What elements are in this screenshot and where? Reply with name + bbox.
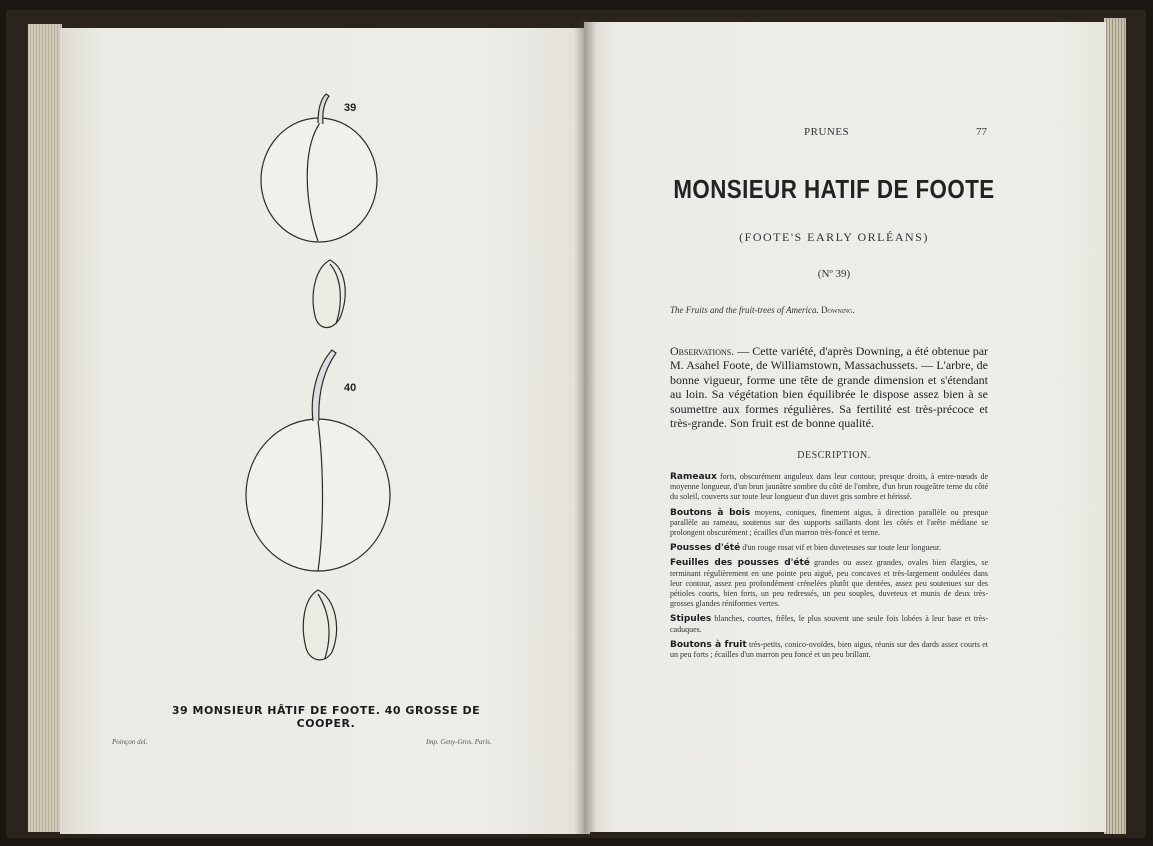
book-gutter: [574, 20, 596, 834]
description-item: [670, 640, 988, 660]
bibliographic-reference: [670, 305, 1050, 315]
description-term: Rameaux: [670, 472, 717, 482]
description-text: moyens, coniques, finement aigus, à direction parallèle ou presque parallèle au rameau, soutenus sur des supports saillants dont les côtés et l'arête médiane se prolongent obscurément ; écailles d'un marron très-foncé et terne.: [670, 507, 988, 538]
description-heading: DESCRIPTION.: [797, 450, 871, 461]
description-item: [670, 614, 988, 634]
description-item: [670, 543, 988, 553]
description-item: [670, 558, 988, 609]
plate-caption: 39 MONSIEUR HÂTIF DE FOOTE. 40 GROSSE DE COOPER.: [171, 704, 481, 730]
running-head: PRUNES: [804, 126, 850, 138]
description-list: [670, 472, 988, 665]
plum-40-drawing: [246, 350, 390, 571]
page-title: MONSIEUR HATIF DE FOOTE: [673, 174, 995, 204]
illustrator-credit: Poinçon del.: [112, 738, 148, 746]
description-term: Stipules: [670, 614, 712, 625]
description-term: Boutons à fruit: [670, 639, 747, 650]
description-text: d'un rouge rosat vif et bien duveteuses sur toute leur longueur.: [742, 543, 942, 553]
pit-40-drawing: [303, 590, 336, 660]
description-text: blanches, courtes, frêles, le plus souvent une seule fois lobées à leur base et très-caduques.: [670, 614, 989, 634]
observations-text: — Cette variété, d'après Downing, a été obtenue par M. Asahel Foote, de Williamstown, Massachussets. — L'arbre, de bonne vigueur, forme une tête de grande dimension et s'étendant au loin. Sa végétation bien équilibrée le dispose assez bien à se soumettre aux formes régulières. Sa fertilité est très-précoce et très-grande. Son fruit est de bonne qualité.: [670, 344, 989, 431]
description-item: [670, 508, 988, 539]
observations-lead: Observations.: [670, 344, 735, 358]
description-term: Boutons à bois: [670, 507, 751, 518]
reference-title: The Fruits and the fruit-trees of America.: [670, 305, 819, 315]
description-item: [670, 472, 988, 503]
page-subtitle: (FOOTE'S EARLY ORLÉANS): [739, 230, 929, 244]
pit-39-drawing: [313, 260, 345, 328]
page-edges-left: [28, 24, 62, 832]
right-page-text: [584, 22, 1106, 832]
left-page-plate: [60, 28, 590, 834]
printer-credit: Imp. Geny-Gros. Paris.: [426, 738, 492, 746]
description-term: Pousses d'été: [670, 543, 741, 554]
figure-number-39: 39: [344, 102, 357, 114]
reference-author: Downing.: [821, 305, 855, 315]
page-edges-right: [1104, 18, 1126, 834]
observations-paragraph: [670, 344, 988, 430]
variety-number: (Nº 39): [817, 268, 851, 280]
description-text: forts, obscurément anguleux dans leur contour, presque droits, à entre-nœuds de moyenne longueur, d'un brun jaunâtre sombre du côté de l'ombre, d'un brun rougeâtre terne du côté du soleil, couverts sur toute leur longueur d'un duvet gris sombre et hérissé.: [670, 472, 989, 502]
figure-number-40: 40: [344, 382, 357, 394]
plum-39-drawing: [261, 94, 377, 242]
description-text: grandes ou assez grandes, ovales bien élargies, se terminant régulièrement en une pointe peu aiguë, peu concaves et très-largement ondulées dans leur contour, assez peu profondément crénelées plutôt que dentées, assez peu soutenues sur des pétioles courts, bien forts, un peu redressés, un peu souples, duveteux et munis de deux très-grosses glandes réniformes vertes.: [670, 558, 988, 609]
description-text: très-petits, conico-ovoïdes, bien aigus, réunis sur des dards assez courts et un peu forts ; écailles d'un marron peu foncé et un peu brillant.: [670, 639, 988, 660]
description-term: Feuilles des pousses d'été: [670, 558, 810, 569]
page-number: 77: [976, 126, 987, 138]
